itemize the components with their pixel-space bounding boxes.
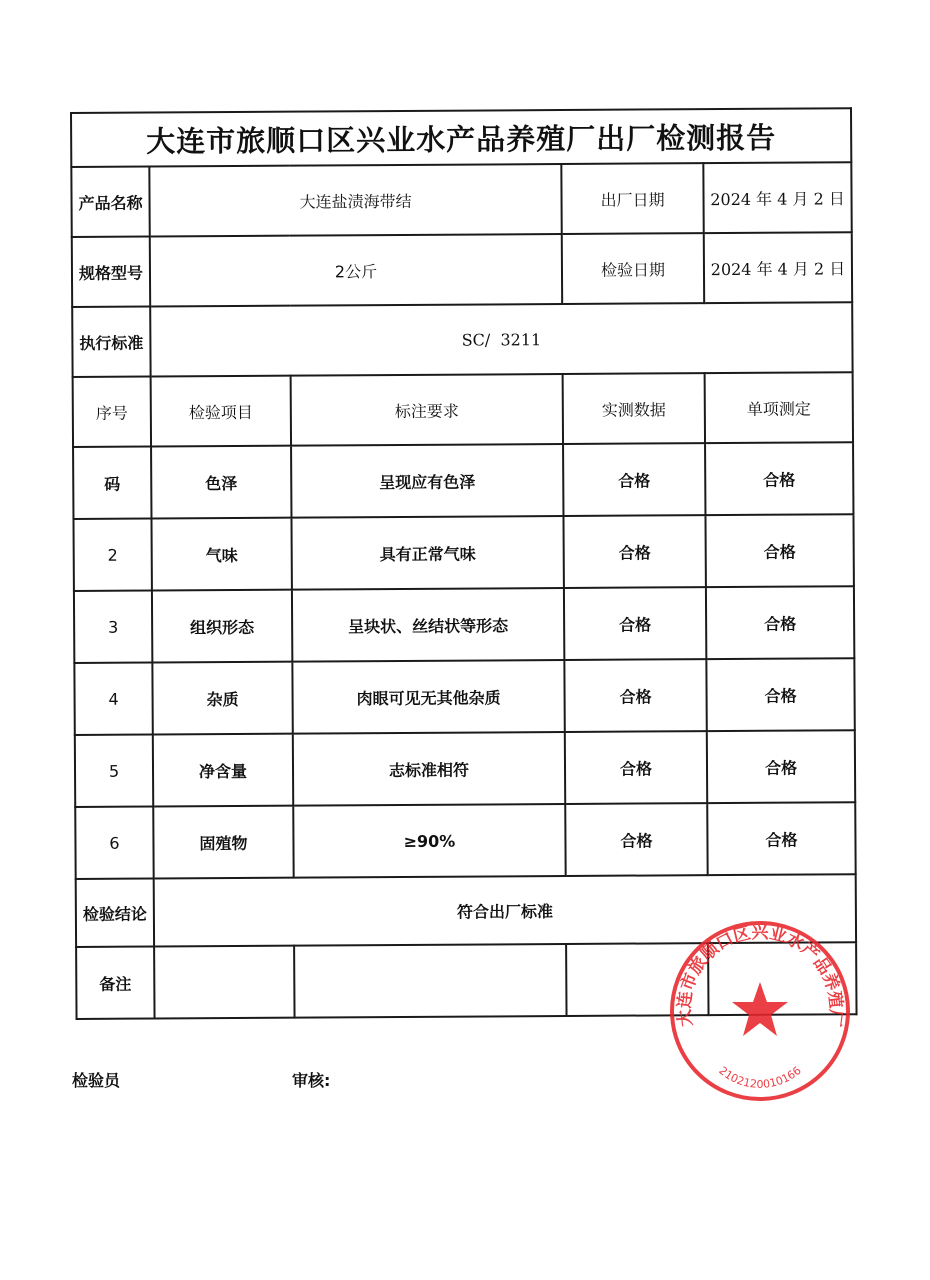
spec-label: 规格型号: [72, 237, 150, 307]
report-title: 大连市旅顺口区兴业水产品养殖厂出厂检测报告: [71, 108, 851, 167]
inspect-date-value: 2024 年 4 月 2 日: [704, 232, 852, 303]
row-requirement: 呈现应有色泽: [291, 444, 563, 518]
row-no: 码: [73, 447, 151, 519]
row-measured: 合格: [563, 515, 705, 588]
conclusion-label: 检验结论: [76, 879, 154, 947]
remarks-cell-1: [154, 946, 294, 1019]
row-item: 色泽: [151, 446, 291, 519]
row-requirement: ≥90%: [293, 804, 565, 878]
inspector-label: 检验员: [72, 1071, 121, 1090]
row-item: 组织形态: [152, 590, 292, 663]
product-name-value: 大连盐渍海带结: [149, 164, 561, 237]
row-result: 合格: [706, 658, 854, 731]
row-result: 合格: [705, 514, 853, 587]
header-no: 序号: [73, 377, 151, 447]
table-header-row: [73, 372, 853, 447]
row-requirement: 呈块状、丝结状等形态: [292, 588, 564, 662]
table-row: [74, 586, 854, 663]
row-result: 合格: [705, 442, 853, 515]
row-measured: 合格: [563, 443, 705, 516]
factory-date-label: 出厂日期: [561, 163, 703, 234]
standard-label: 执行标准: [72, 307, 150, 377]
spec-value: 2公斤: [150, 234, 562, 307]
company-seal-stamp: [667, 918, 853, 1104]
row-measured: 合格: [565, 803, 707, 876]
star-icon: [732, 982, 788, 1036]
table-row: [75, 802, 855, 879]
row-requirement: 具有正常气味: [291, 516, 563, 590]
table-row: [73, 514, 853, 591]
row-no: 2: [73, 519, 151, 591]
standard-value: SC/ 3211: [150, 302, 852, 376]
row-measured: 合格: [565, 731, 707, 804]
row-no: 5: [75, 735, 153, 807]
row-no: 6: [75, 807, 153, 879]
table-row: [74, 658, 854, 735]
reviewer-label: 审核:: [292, 1071, 331, 1090]
row-result: 合格: [707, 730, 855, 803]
header-measured: 实测数据: [563, 373, 705, 444]
row-item: 净含量: [153, 734, 293, 807]
row-requirement: 肉眼可见无其他杂质: [292, 660, 564, 734]
stamp-text: 大连市旅顺口区兴业水产品养殖厂: [674, 923, 846, 1028]
inspect-date-label: 检验日期: [562, 233, 704, 304]
conclusion-value: 符合出厂标准: [154, 874, 856, 946]
inspection-report-table: [70, 107, 858, 1020]
factory-date-value: 2024 年 4 月 2 日: [703, 162, 851, 233]
table-row: [73, 442, 853, 519]
row-result: 合格: [707, 802, 855, 875]
row-measured: 合格: [564, 587, 706, 660]
row-measured: 合格: [564, 659, 706, 732]
row-result: 合格: [706, 586, 854, 659]
row-no: 3: [74, 591, 152, 663]
header-result: 单项测定: [705, 372, 853, 443]
row-item: 杂质: [152, 662, 292, 735]
remarks-label: 备注: [76, 947, 154, 1019]
row-requirement: 志标准相符: [293, 732, 565, 806]
row-item: 固殖物: [153, 806, 293, 879]
header-item: 检验项目: [151, 376, 291, 447]
product-name-label: 产品名称: [71, 167, 149, 237]
row-no: 4: [74, 663, 152, 735]
row-item: 气味: [151, 518, 291, 591]
stamp-code: 2102120010166: [716, 1064, 804, 1091]
remarks-cell-2: [294, 944, 566, 1018]
table-row: [75, 730, 855, 807]
header-requirement: 标注要求: [291, 374, 563, 446]
